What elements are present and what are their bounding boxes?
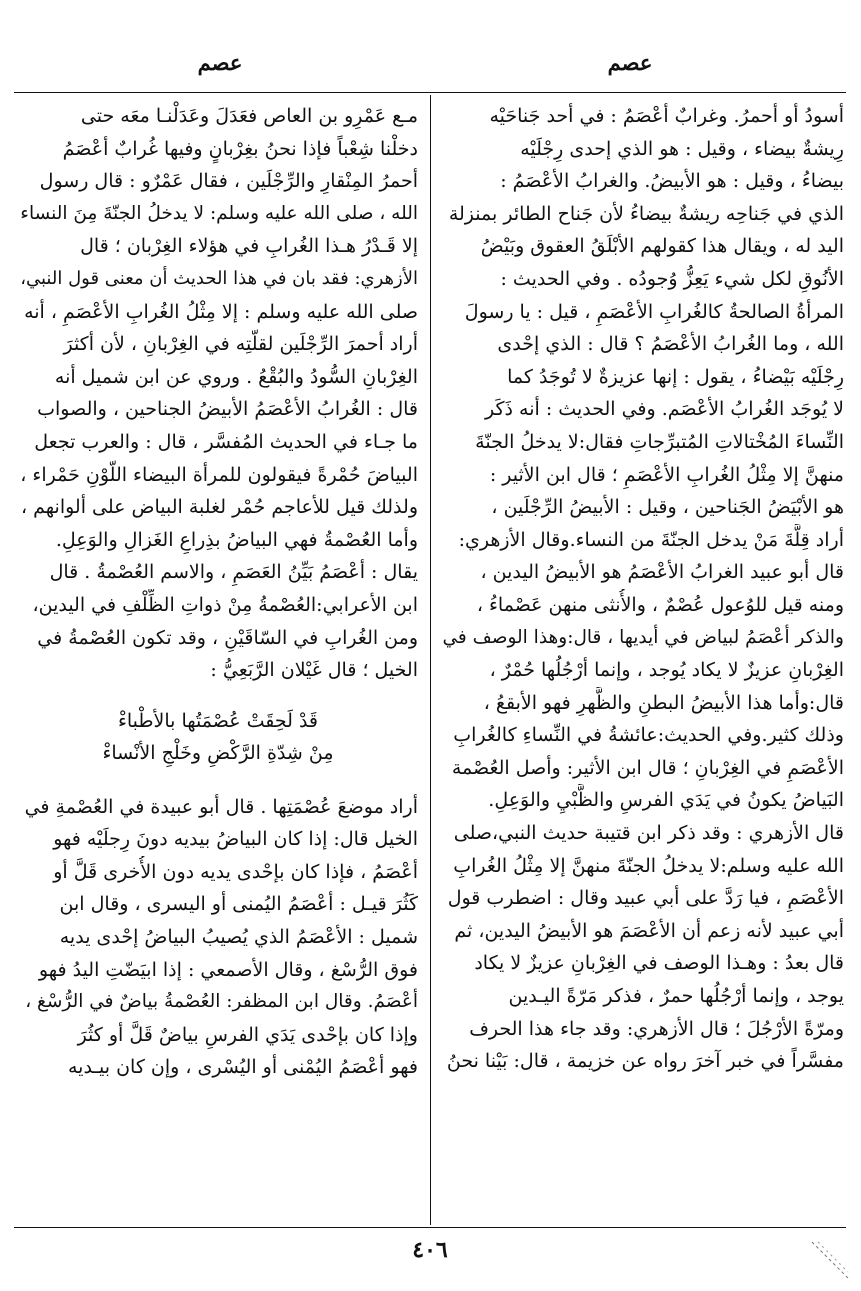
column-divider xyxy=(430,95,431,1225)
text-line: الغِرْبانِ عزيزٌ لا يكاد يُوجد ، وإنما أرْجُلُها حُمْرٌ ، xyxy=(489,659,844,682)
running-head-right: عصم xyxy=(607,50,653,75)
text-line: رِجْلَيْه بَيْضاءُ ، يقول : إنها عزيزةٌ لا تُوجَدُ كما xyxy=(507,365,844,388)
running-head-left: عصم xyxy=(197,50,243,75)
text-line: أراد قِلَّةَ مَنْ يدخل الجنّةَ من النساء.وقال الأزهري: xyxy=(458,528,844,551)
right-column xyxy=(442,100,844,1225)
text-line: ومنه قيل للوُعول عُصْمٌ ، والأُنثى منهن عَصْماءُ ، xyxy=(476,593,844,616)
text-line: كَثُرَ قيـل : أعْصَمُ اليُمنى أو اليسرى ، وقال ابن xyxy=(59,893,418,916)
text-line: والذكر أعْصَمُ لبياض في أيديها ، قال:وهذا الوصف في xyxy=(442,626,844,648)
verse-line: مِنْ شِدّةِ الرَّكْضِ وخَلْجِ الأنْساءْ xyxy=(102,741,334,764)
text-line: البَياضُ يكونُ في يَدَي الفرسِ والظَّبْيِ والوَعِلِ. xyxy=(488,789,844,812)
text-line: قال بعدُ : وهـذا الوصف في الغِرْبانِ عزيزٌ لا يكاد xyxy=(474,952,844,975)
text-line: وذلك كثير.وفي الحديث:عائشةُ في النِّساءِ كالغُرابِ xyxy=(453,724,844,747)
text-line: مفسَّراً في خبر آخرَ رواه عن خزيمة ، قال: بَيْنا نحنُ xyxy=(446,1050,844,1073)
text-line: البياضَ حُمْرةً فيقولون للمرأة البيضاء اللّوْنِ حَمْراء ، xyxy=(20,463,418,486)
text-line: الذي في جَناحِه ريشةٌ بيضاءُ لأن جَناح الطائر بمنزلة xyxy=(448,202,844,225)
text-line: مـع عَمْرِو بن العاص فعَدَلَ وعَدَلْنـا معَه حتى xyxy=(80,105,418,127)
text-line: أحمرُ المِنْقارِ والرِّجْلَين ، فقال عَمْرٌو : قال رسول xyxy=(39,170,418,193)
left-column xyxy=(18,100,418,1225)
text-line: قال : الغُرابُ الأعْصَمُ الأبيضُ الجناحين ، والصواب xyxy=(37,398,418,421)
text-line: أبي عبيد لأنه زعم أن الأعْصَمَ هو الأبيضُ اليدين، ثم xyxy=(454,919,844,942)
text-line: وأما العُصْمةُ فهي البياضُ بذِراعِ الغَزالِ والوَعِلِ. xyxy=(55,528,418,551)
text-line: قال أبو عبيد الغرابُ الأعْصَمُ هو الأبيضُ اليدين ، xyxy=(480,561,844,584)
text-line: فوق الرُّسْغ ، وقال الأصمعي : إذا ابيَضّتِ اليدُ فهو xyxy=(38,958,418,981)
text-line: ولذلك قيل للأعاجم حُمْر لغلبة البياض على ألوانهم ، xyxy=(20,496,418,519)
text-line: دخلْنا شِعْباً فإذا نحنُ بغِرْبانٍ وفيها غُرابٌ أعْصَمُ xyxy=(62,137,418,160)
text-line: يوجد ، وإنما أرْجُلُها حمرٌ ، فذكر مَرّةً اليـدين xyxy=(508,985,844,1008)
corner-scan-mark xyxy=(810,1240,850,1280)
text-line: شميل : الأعْصَمُ الذي يُصيبُ البياضُ إحْدى يديه xyxy=(59,926,418,949)
text-line: إلا قَـدْرُ هـذا الغُرابِ في هؤلاء الغِرْبان ؛ قال xyxy=(80,235,418,258)
text-line: ومن الغُرابِ في السّاقَيْنِ ، وقد تكون العُصْمةُ في xyxy=(37,626,418,649)
text-line: قال الأزهري : وقد ذكر ابن قتيبة حديث النبي،صلى xyxy=(453,822,844,845)
text-line: الأعْصَمِ ، فيا رَدَّ على أبي عبيد وقال : اضطرب قول xyxy=(447,887,844,910)
text-line: ما جـاء في الحديث المُفسَّر ، قال : والعرب تجعل xyxy=(34,430,418,453)
text-line: رِيشةٌ بيضاء ، وقيل : هو الذي إحدى رِجْلَيْه xyxy=(520,137,844,160)
left-column-text-bottom xyxy=(18,791,418,1084)
text-line: الأعْصَمِ في الغِرْبانِ ؛ قال ابن الأثير: وأصل العُصْمة xyxy=(451,756,844,779)
text-line: أراد موضعَ عُصْمَتِها . قال أبو عبيدة في العُصْمةِ في xyxy=(24,795,418,818)
text-line: الغِرْبانِ السُّودُ والبُقْعُ . وروي عن ابن شميل أنه xyxy=(54,365,418,388)
verse-line: قَدْ لَحِقَتْ عُصْمَتُها بالأطْباءْ xyxy=(117,709,319,732)
text-line: أعْصَمُ. وقال ابن المظفر: العُصْمةُ بياضٌ في الرُّسْغ ، xyxy=(25,991,418,1013)
text-line: ومرّةً الأرْجُلَ ؛ قال الأزهري: وقد جاء هذا الحرف xyxy=(469,1017,844,1040)
text-line: الأزهري: فقد بان في هذا الحديث أن معنى قول النبي، xyxy=(20,267,418,289)
text-line: يقال : أعْصَمُ بَيِّنُ العَصَمِ ، والاسم العُصْمةُ . قال xyxy=(49,561,418,584)
left-column-text-top xyxy=(18,100,418,687)
text-line: أعْصَمُ ، فإذا كان بإحْدى يديه دون الأُخرى قَلَّ أو xyxy=(53,860,418,883)
bottom-rule xyxy=(14,1227,846,1228)
text-line: أسودُ أو أحمرُ. وغرابٌ أعْصَمُ : في أحد جَناحَيْه xyxy=(489,105,844,127)
top-rule xyxy=(14,92,846,93)
page-number: ٤٠٦ xyxy=(412,1237,448,1263)
text-line: أراد أحمرَ الرِّجْلَين لقلّتِه في الغِرْبانِ ، لأن أكثرَ xyxy=(63,333,418,356)
text-line: ابن الأعرابي:العُصْمةُ مِنْ ذواتِ الظِّلْفِ في اليدين، xyxy=(32,593,418,616)
text-line: منهنَّ إلا مِثْلُ الغُرابِ الأعْصَمِ ؛ قال ابن الأثير : xyxy=(489,463,844,486)
text-line: وإذا كان بإحْدى يَدَي الفرسِ بياضٌ قَلَّ أو كثُرَ xyxy=(77,1023,418,1046)
text-line: الخيل قال: إذا كان البياضُ بيديه دونَ رِجلَيْه فهو xyxy=(53,828,418,851)
text-line: الخيل ؛ قال غَيْلان الرَّبَعِيُّ : xyxy=(210,659,418,682)
text-line: الأنُوقِ لكل شيء يَعِزُّ وُجودُه . وفي الحديث : xyxy=(500,267,844,290)
text-line: فهو أعْصَمُ اليُمْنى أو اليُسْرى ، وإن كان بيـديه xyxy=(68,1056,418,1079)
text-line: الله ، وما الغُرابُ الأعْصَمُ ؟ قال : الذي إحْدى xyxy=(497,333,844,356)
text-line: لا يُوجَد الغُرابُ الأعْصَم. وفي الحديث : أنه ذَكَر xyxy=(485,398,844,421)
text-line: اليد له ، ويقال هذا كقولهم الأبْلَقُ العقوق وبَيْضُ xyxy=(480,235,844,258)
text-line: الله عليه وسلم:لا يدخلُ الجنّةَ منهنَّ إلا مِثْلُ الغُرابِ xyxy=(453,854,844,877)
text-line: النِّساءَ المُخْتالاتِ المُتبرِّجاتِ فقال:لا يدخلُ الجنّةَ xyxy=(475,430,844,453)
text-line: المرأةُ الصالحةُ كالغُرابِ الأعْصَمِ ، قيل : يا رسولَ xyxy=(464,300,844,323)
text-line: الله ، صلى الله عليه وسلم: لا يدخلُ الجنّةَ مِنَ النساء xyxy=(20,202,418,224)
text-line: هو الأبْيَضُ الجَناحين ، وقيل : الأبيضُ الرِّجْلَين ، xyxy=(491,496,844,519)
text-line: بيضاءُ ، وقيل : هو الأبيضُ. والغرابُ الأعْصَمُ : xyxy=(500,170,844,193)
text-line: صلى الله عليه وسلم : إلا مِثْلُ الغُرابِ الأعْصَمِ ، أنه xyxy=(24,300,418,323)
text-line: قال:وأما هذا الأبيضُ البطنِ والظَّهرِ فهو الأبقعُ ، xyxy=(483,691,844,714)
verse-block xyxy=(18,705,418,769)
